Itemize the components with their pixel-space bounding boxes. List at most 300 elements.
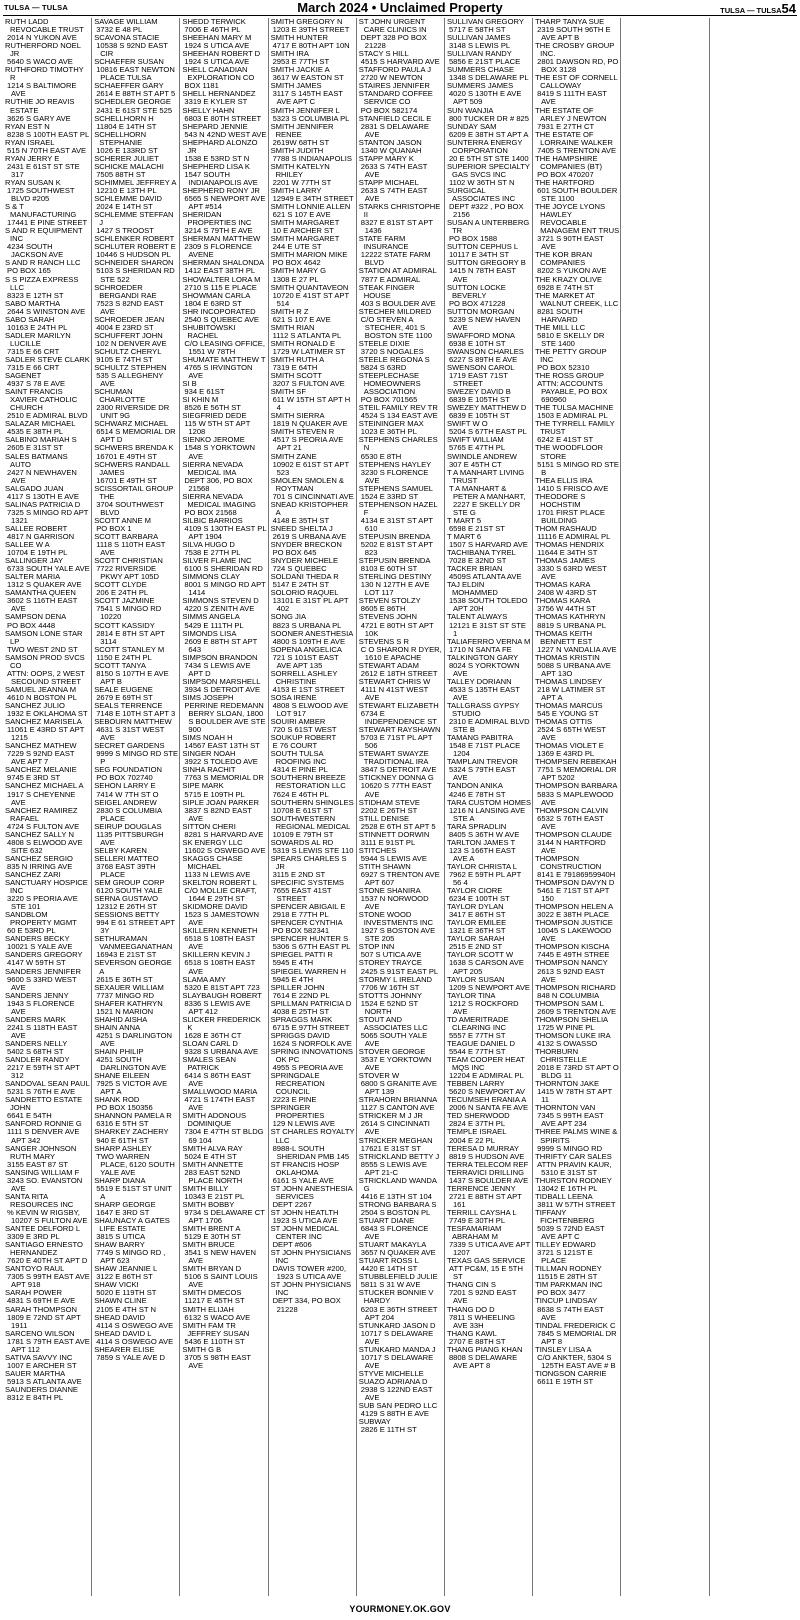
owner-address: 2217 E 59TH ST APT 312 (7, 1063, 80, 1081)
owner-address: 8808 S DELAWARE AVE APT 8 (448, 1352, 518, 1370)
owner-address: 934 E 61ST (184, 387, 225, 397)
owner-address: 8823 S URBANA PL (272, 620, 342, 630)
owner-name: SHERMAN MATTHEW (182, 234, 261, 244)
owner-name: SOONER ANESTHESIA (270, 628, 354, 638)
property-entry (271, 919, 355, 935)
property-entry (271, 774, 355, 798)
owner-address: 2425 S 91ST EAST PL (360, 966, 439, 976)
property-entry (182, 613, 266, 629)
owner-name: SLAMA AMY (182, 974, 226, 984)
owner-address: 4132 S OWASSO (537, 1038, 598, 1048)
owner-name: SALGADO JUAN (5, 483, 64, 493)
property-entry (94, 895, 178, 911)
owner-name: SPIEGEL WARREN H (270, 966, 346, 976)
owner-address: C O SHARON R DYER, 1610 E APACHE (360, 644, 442, 662)
owner-name: SANDLER RANDY (5, 1055, 70, 1065)
owner-address: 2431 E 61ST ST STE 317 (7, 161, 80, 179)
owner-address: 8312 E 84TH PL (7, 1393, 64, 1403)
owner-address: 10704 E 19TH PL (7, 548, 68, 558)
property-entry (94, 316, 178, 332)
owner-name: SEIRUP DOUGLAS (94, 821, 162, 831)
property-entry (359, 799, 443, 815)
property-entry (182, 380, 266, 396)
owner-name: STORMY L IRELAND (358, 974, 433, 984)
owner-name: SLAYBAUGH ROBERT (182, 990, 262, 1000)
owner-name: SCOTT KASSIDY (94, 620, 155, 630)
owner-address: 7541 S MINGO RD 10220 (96, 604, 162, 622)
owner-name: SMITH HUNTER (270, 33, 328, 43)
owner-address: 1023 E 36TH PL (360, 427, 417, 437)
property-entry (535, 597, 619, 613)
owner-name: SULLIVAN RANDY (446, 49, 512, 59)
owner-name: SMITH MARION MIKE (270, 250, 348, 260)
owner-name: THOMPSON DAVYN D (535, 878, 615, 888)
owner-name: STRICKER M J JR (358, 1111, 423, 1121)
owner-address: 1026 E 133RD ST (96, 145, 158, 155)
property-entry (535, 1104, 619, 1128)
property-entry (5, 807, 90, 831)
owner-address: 1628 E 36TH CT (184, 1030, 242, 1040)
owner-address: 10620 S 77TH EAST AVE (360, 781, 432, 799)
owner-name: STEELE REGONA S (358, 354, 430, 364)
owner-address: 1216 N LANSING AVE STE A (448, 805, 526, 823)
property-entry (535, 782, 619, 806)
property-entry (5, 1265, 90, 1289)
owner-address: 2524 S 65TH WEST AVE (537, 725, 606, 743)
property-entry (182, 412, 266, 436)
property-entry (94, 533, 178, 557)
owner-address: 102 N DENVER AVE (96, 338, 167, 348)
owner-address: 9105 E 74TH ST (96, 354, 153, 364)
owner-address: 5833 S MAPLEWOOD AVE (537, 789, 614, 807)
property-entry (182, 50, 266, 66)
owner-name: THRIFTY CAR SALES (535, 1151, 612, 1161)
property-entry (535, 74, 619, 106)
property-entry (5, 259, 90, 275)
owner-address: 2004 E 22 PL (448, 1135, 495, 1145)
owner-address: 1719 EAST 71ST STREET (448, 371, 508, 389)
property-entry (182, 557, 266, 573)
owner-name: SMITH R Z (270, 306, 309, 316)
property-entry (271, 1104, 355, 1128)
property-entry (535, 276, 619, 292)
owner-name: SAUER MARTHA (5, 1368, 66, 1378)
owner-name: SAMSON PROD SVCS CO (5, 652, 85, 670)
owner-address: 12312 E 26TH ST (96, 902, 157, 912)
header-right-text: TULSA — TULSA (720, 6, 782, 15)
property-entry (535, 444, 619, 476)
property-entry (535, 1080, 619, 1104)
property-entry (447, 1056, 531, 1080)
owner-name: SUAZO ADRIANA D (358, 1376, 428, 1386)
owner-address: 6532 S 76TH EAST AVE (537, 813, 604, 831)
property-entry (535, 855, 619, 879)
owner-address: 1548 S YORKTOWN AVE (184, 443, 255, 461)
owner-name: THANG CIN S (446, 1280, 496, 1290)
owner-address: PO BOX 702740 (96, 773, 153, 783)
owner-address: 4535 E 38TH PL (7, 427, 64, 437)
owner-address: 5856 E 21ST PLACE (448, 57, 521, 67)
owner-address: 123 S 166TH EAST AVE A (448, 845, 516, 863)
property-entry (359, 203, 443, 235)
owner-address: 2408 W 43RD ST (537, 588, 597, 598)
owner-address: 2644 S WINSTON AVE (7, 306, 86, 316)
property-entry (182, 163, 266, 187)
property-entry (94, 1281, 178, 1297)
property-entry (94, 823, 178, 847)
owner-name: SERNA GUSTAVO (94, 894, 159, 904)
owner-address: 8327 E 81ST ST APT 1436 (360, 218, 433, 236)
owner-name: THE ESTATE OF LORRAINE WALKER (535, 129, 613, 147)
property-entry (182, 139, 266, 163)
owner-name: STEEPLECHASE HOMEOWNERS ASSOCIATION (358, 371, 421, 397)
property-entry (271, 1048, 355, 1072)
owner-address: 1547 SOUTH INDIANAPOLIS AVE (184, 169, 258, 187)
owner-name: SCISSORTAIL GROUP THE (94, 483, 174, 501)
property-entry (271, 187, 355, 203)
owner-address: 5945 E 4TH (272, 974, 314, 984)
property-entry (447, 348, 531, 364)
owner-name: SPENCER HUNTER S (270, 934, 349, 944)
property-entry (182, 18, 266, 34)
property-entry (271, 324, 355, 340)
owner-address: 4246 E 78TH ST (448, 789, 506, 799)
owner-address: 1943 S FLORENCE AVE (7, 998, 75, 1016)
owner-name: SPRING INNOVATIONS OK PC (270, 1047, 353, 1065)
property-entry (5, 356, 90, 372)
property-entry (535, 959, 619, 983)
property-entry (359, 404, 443, 420)
property-entry (447, 799, 531, 823)
owner-address: 3022 E 38TH PLACE (537, 910, 609, 920)
owner-name: SIMMONS CLAY (182, 572, 241, 582)
property-entry (94, 984, 178, 1000)
owner-address: 5944 S LEWIS AVE (360, 853, 427, 863)
owner-address: 11804 E 14TH ST (96, 121, 157, 131)
owner-name: SOPENA ANGELICA (270, 644, 342, 654)
owner-address: PO BOX 471228 (448, 298, 506, 308)
owner-address: 5129 E 30TH ST (184, 1232, 241, 1242)
owner-name: SORRELL ASHLEY CHRISTINE (270, 668, 338, 686)
owner-name: SCHEDLER GEORGE (94, 97, 171, 107)
property-entry (447, 284, 531, 308)
owner-address: 1924 S UTICA AVE (184, 57, 250, 67)
owner-name: TAYLOR SUSAN (446, 974, 505, 984)
header-left-label: TULSA — TULSA (4, 3, 68, 12)
property-entry (271, 340, 355, 356)
owner-name: SIPE MARK (182, 781, 224, 791)
owner-address: 6641 E 54TH (7, 1111, 52, 1121)
property-entry (535, 155, 619, 179)
listing-column (532, 18, 620, 1596)
owner-name: SMITH STEVEN R (270, 427, 335, 437)
property-entry (182, 855, 266, 879)
property-entry (447, 1306, 531, 1330)
owner-name: SINGER NOAH (182, 749, 236, 759)
property-entry (447, 404, 531, 420)
property-entry (359, 847, 443, 863)
owner-name: S S PIZZA EXPRESS LLC (5, 274, 79, 292)
property-entry (94, 211, 178, 235)
owner-name: RYAN EST N (5, 121, 50, 131)
owner-address: 244 E UTE ST (272, 242, 322, 252)
property-entry (359, 1322, 443, 1346)
owner-name: STEININGER MAX (358, 419, 424, 429)
owner-address: 1111 S DENVER AVE APT 342 (7, 1127, 80, 1145)
property-entry (359, 1016, 443, 1048)
owner-name: SPILLER JOHN (270, 982, 325, 992)
owner-name: STEPHENS CHARLES N (358, 435, 438, 453)
owner-name: SAMANTHA QUEEN (5, 588, 76, 598)
owner-name: STRONG BARBARA S (358, 1199, 437, 1209)
owner-address: 1150 E 24TH PL (96, 652, 152, 662)
property-entry (94, 646, 178, 662)
property-entry (94, 702, 178, 718)
property-entry (94, 911, 178, 935)
owner-name: STECHER MILDRED (358, 306, 432, 316)
owner-name: STANDARD COFFEE SERVICE CO (358, 89, 433, 107)
property-entry (447, 436, 531, 452)
owner-address: 10902 E 61ST ST APT 523 (272, 459, 349, 477)
owner-address: 2830 S COLUMBIA PLACE (96, 805, 162, 823)
owner-address: 3541 S NEW HAVEN AVE (184, 1248, 256, 1266)
owner-address: 6209 E 38TH ST APT A (448, 129, 529, 139)
owner-name: TALENT ALWAYS (446, 612, 508, 622)
owner-address: % KEVIN W RIGSBY, 10207 S FULTON AVE (7, 1207, 88, 1225)
owner-name: SAGENET (5, 371, 42, 381)
property-entry (359, 1112, 443, 1136)
owner-name: STUNKARD JASON D (358, 1320, 436, 1330)
property-entry (359, 485, 443, 501)
owner-address: 8819 S URBANA PL (537, 620, 606, 630)
owner-name: SANTA RITA RESOURCES INC (5, 1191, 74, 1209)
property-entry (94, 115, 178, 131)
owner-address: 3934 S DETROIT AVE (184, 684, 261, 694)
property-entry (94, 1314, 178, 1330)
property-entry (535, 1209, 619, 1241)
owner-address: 5913 S ATLANTA AVE (7, 1376, 82, 1386)
owner-name: SANSING WILLIAM F (5, 1167, 80, 1177)
owner-address: 3721 S 121ST E PLACE (537, 1248, 593, 1266)
owner-name: STOP INN (358, 942, 395, 952)
property-entry (359, 1241, 443, 1257)
property-entry (535, 348, 619, 372)
property-entry (182, 1346, 266, 1370)
owner-address: 5519 E 51ST ST UNIT A (96, 1183, 172, 1201)
property-entry (182, 123, 266, 139)
property-entry (182, 976, 266, 992)
owner-name: SMITH BRUCE (182, 1240, 235, 1250)
property-entry (182, 678, 266, 694)
owner-name: SHEPARD JENNIE (182, 121, 248, 131)
owner-name: SHAIN PHILIP (94, 1047, 144, 1056)
property-entry (94, 799, 178, 823)
owner-address: 1647 E 3RD ST (96, 1207, 150, 1217)
property-entry (5, 1169, 90, 1193)
listing-column (268, 18, 356, 1596)
owner-address: 4234 SOUTH JACKSON AVE (7, 242, 64, 260)
owner-name: SEM GROUP CORP (94, 878, 165, 888)
property-entry (535, 1322, 619, 1346)
owner-address: 2609 E 88TH ST APT 643 (184, 636, 258, 654)
property-entry (5, 436, 90, 452)
owner-address: 4153 E 1ST STREET (272, 684, 345, 694)
owner-address: 3230 S FLORENCE AVE (360, 467, 429, 485)
owner-name: SMITH SIERRA (270, 411, 325, 421)
owner-address: 2431 E 61ST STE 525 (96, 105, 173, 115)
owner-name: SANCHEZ RAMIREZ RAFAEL (5, 805, 78, 823)
owner-address: 7722 RIVERSIDE PKWY APT 105D (96, 564, 159, 582)
owner-address: 5202 E 81ST ST APT 823 (360, 540, 433, 558)
owner-address: 7505 88TH ST (96, 169, 146, 179)
owner-address: 7148 E 10TH ST APT 3 (96, 709, 176, 719)
owner-address: 4724 S FULTON AVE (7, 821, 80, 831)
property-entry (271, 1072, 355, 1104)
owner-address: 601 SOUTH BOULDER STE 1100 (537, 185, 618, 204)
property-entry (359, 573, 443, 597)
owner-address: 2721 E 88TH ST APT 161 (448, 1191, 522, 1209)
property-entry (5, 139, 90, 155)
owner-name: STONE SHANIRA (358, 886, 421, 896)
owner-address: 7811 S WHEELING AVE 33H (448, 1312, 516, 1330)
owner-name: SANTOYO RAUL (5, 1264, 65, 1274)
owner-address: 1521 N MARION (96, 1006, 154, 1016)
property-entry (94, 179, 178, 195)
owner-address: 7028 E 32ND ST (448, 556, 507, 566)
property-entry (359, 1346, 443, 1370)
owner-name: THOMAS KEITH BENNETT EST (535, 628, 593, 646)
owner-address: 9600 S 33RD WEST AVE (7, 974, 77, 992)
property-entry (447, 1330, 531, 1346)
owner-name: THE MILL LLC (535, 322, 586, 332)
owner-address: 1548 E 71ST PLACE 1204 (448, 741, 521, 759)
owner-address: 2014 N YUKON AVE (7, 33, 77, 43)
owner-name: SCHUFFERT JOHN (94, 330, 163, 340)
owner-address: DEPT 306, PO BOX 21568 (184, 475, 253, 493)
property-entry (359, 235, 443, 267)
owner-address: 6734 E INDEPENDENCE ST (360, 709, 437, 727)
owner-name: THE CROSBY GROUP INC. (535, 41, 615, 59)
owner-name: ST JOHN ANESTHESIA SERVICES (270, 1183, 353, 1201)
owner-address: 2824 E 37TH PL (448, 1119, 506, 1129)
property-entry (5, 332, 90, 356)
property-entry (359, 1048, 443, 1072)
owner-address: 6611 E 19TH ST (537, 1376, 594, 1386)
owner-name: SMITH FAM TR JEFFREY SUSAN (182, 1320, 250, 1338)
owner-address: 8336 S LEWIS AVE APT 412 (184, 998, 251, 1016)
owner-address: 1427 S TROOST (96, 226, 154, 236)
owner-address: BOX 1181 (184, 81, 219, 91)
property-entry (271, 718, 355, 734)
owner-name: SCOTT STANLEY M (94, 644, 165, 654)
property-entry (182, 1040, 266, 1056)
owner-address: 8024 S YORKTOWN AVE (448, 660, 520, 678)
property-entry (447, 163, 531, 187)
property-entry (182, 66, 266, 90)
property-entry (359, 1289, 443, 1321)
property-entry (447, 951, 531, 975)
owner-name: SEG FOUNDATION (94, 765, 162, 775)
owner-address: 7319 E 64TH (272, 363, 318, 373)
owner-address: 1135 PITTSBURGH AVE (96, 829, 164, 847)
property-entry (359, 863, 443, 887)
property-entry (271, 1225, 355, 1249)
property-entry (94, 622, 178, 646)
property-entry (271, 428, 355, 452)
owner-name: STEPHENSON HAZEL F (358, 499, 438, 517)
owner-name: RUTHFORD TIMOTHY R (5, 65, 84, 83)
property-entry (535, 654, 619, 678)
owner-address: 5436 E 110TH ST (184, 1336, 245, 1346)
owner-name: THOMAS LINDSEY (535, 676, 603, 686)
owner-name: TIONGSON CARRIE (535, 1368, 607, 1378)
owner-name: THURSTON RODNEY (535, 1175, 612, 1185)
owner-name: TAYLOR EMILEE (446, 918, 507, 928)
owner-address: 1781 S 79TH EAST AVE APT 112 (7, 1336, 90, 1354)
owner-name: THOMAS JAMES (535, 556, 596, 566)
property-entry (535, 613, 619, 629)
owner-name: SWINDLE ANDREW (446, 451, 517, 461)
property-entry (271, 951, 355, 967)
property-entry (182, 630, 266, 654)
owner-address: 1701 FIRST PLACE BUILDING (537, 507, 605, 525)
owner-name: SMITH JUDITH (270, 145, 324, 155)
property-entry (5, 630, 90, 654)
property-entry (5, 766, 90, 782)
owner-address: 1537 N NORWOOD AVE (360, 894, 429, 912)
owner-name: TAYLOR SCOTT W (446, 950, 514, 960)
owner-name: STANFIELD CECIL E (358, 113, 432, 123)
owner-address: 12949 E 34TH STREET (272, 194, 354, 204)
owner-address: 8103 E 60TH ST (360, 564, 418, 574)
owner-address: PO BOX 150356 (96, 1103, 153, 1113)
owner-address: 2953 E 77TH ST (272, 57, 330, 67)
owner-name: T A MANHART LIVING TRUST (446, 467, 525, 485)
owner-name: SKAGGS CHASE MICHAEL (182, 853, 243, 871)
owner-address: 10708 E 61ST ST (272, 805, 333, 815)
owner-name: SOWARDS AL RD (270, 837, 334, 847)
owner-address: 10021 S YALE AVE (7, 942, 73, 952)
property-entry (271, 34, 355, 50)
owner-address: 8405 S 36TH W AVE (448, 829, 520, 839)
property-entry (5, 686, 90, 702)
owner-address: 7405 S TRENTON AVE (537, 145, 617, 155)
property-entry (5, 372, 90, 388)
header-divider (3, 15, 797, 16)
owner-address: 10446 S HUDSON PL (96, 250, 171, 260)
listing-columns (3, 18, 797, 1596)
owner-address: PO BOX 4448 (7, 620, 56, 630)
owner-address: 2918 E 77TH PL (272, 910, 329, 920)
property-entry (5, 316, 90, 332)
owner-name: SWEZEY MATTHEW D (446, 403, 527, 413)
property-entry (271, 267, 355, 283)
property-entry (182, 782, 266, 798)
property-entry (94, 388, 178, 420)
owner-name: RUTHIE JO REAVIS ESTATE (5, 97, 75, 115)
page-header (0, 0, 800, 16)
property-entry (359, 1153, 443, 1177)
owner-address: 2814 E 8TH ST APT 3114 (96, 628, 165, 646)
property-entry (94, 243, 178, 259)
owner-name: SALLINGER JAY (5, 556, 64, 566)
property-entry (535, 1153, 619, 1177)
owner-name: SANTEE DELFORD L (5, 1224, 81, 1234)
property-entry (535, 1241, 619, 1265)
owner-address: 7315 E 66 CRT (7, 346, 60, 356)
property-entry (447, 549, 531, 565)
owner-name: SPRAGGS MARK (270, 1014, 333, 1024)
